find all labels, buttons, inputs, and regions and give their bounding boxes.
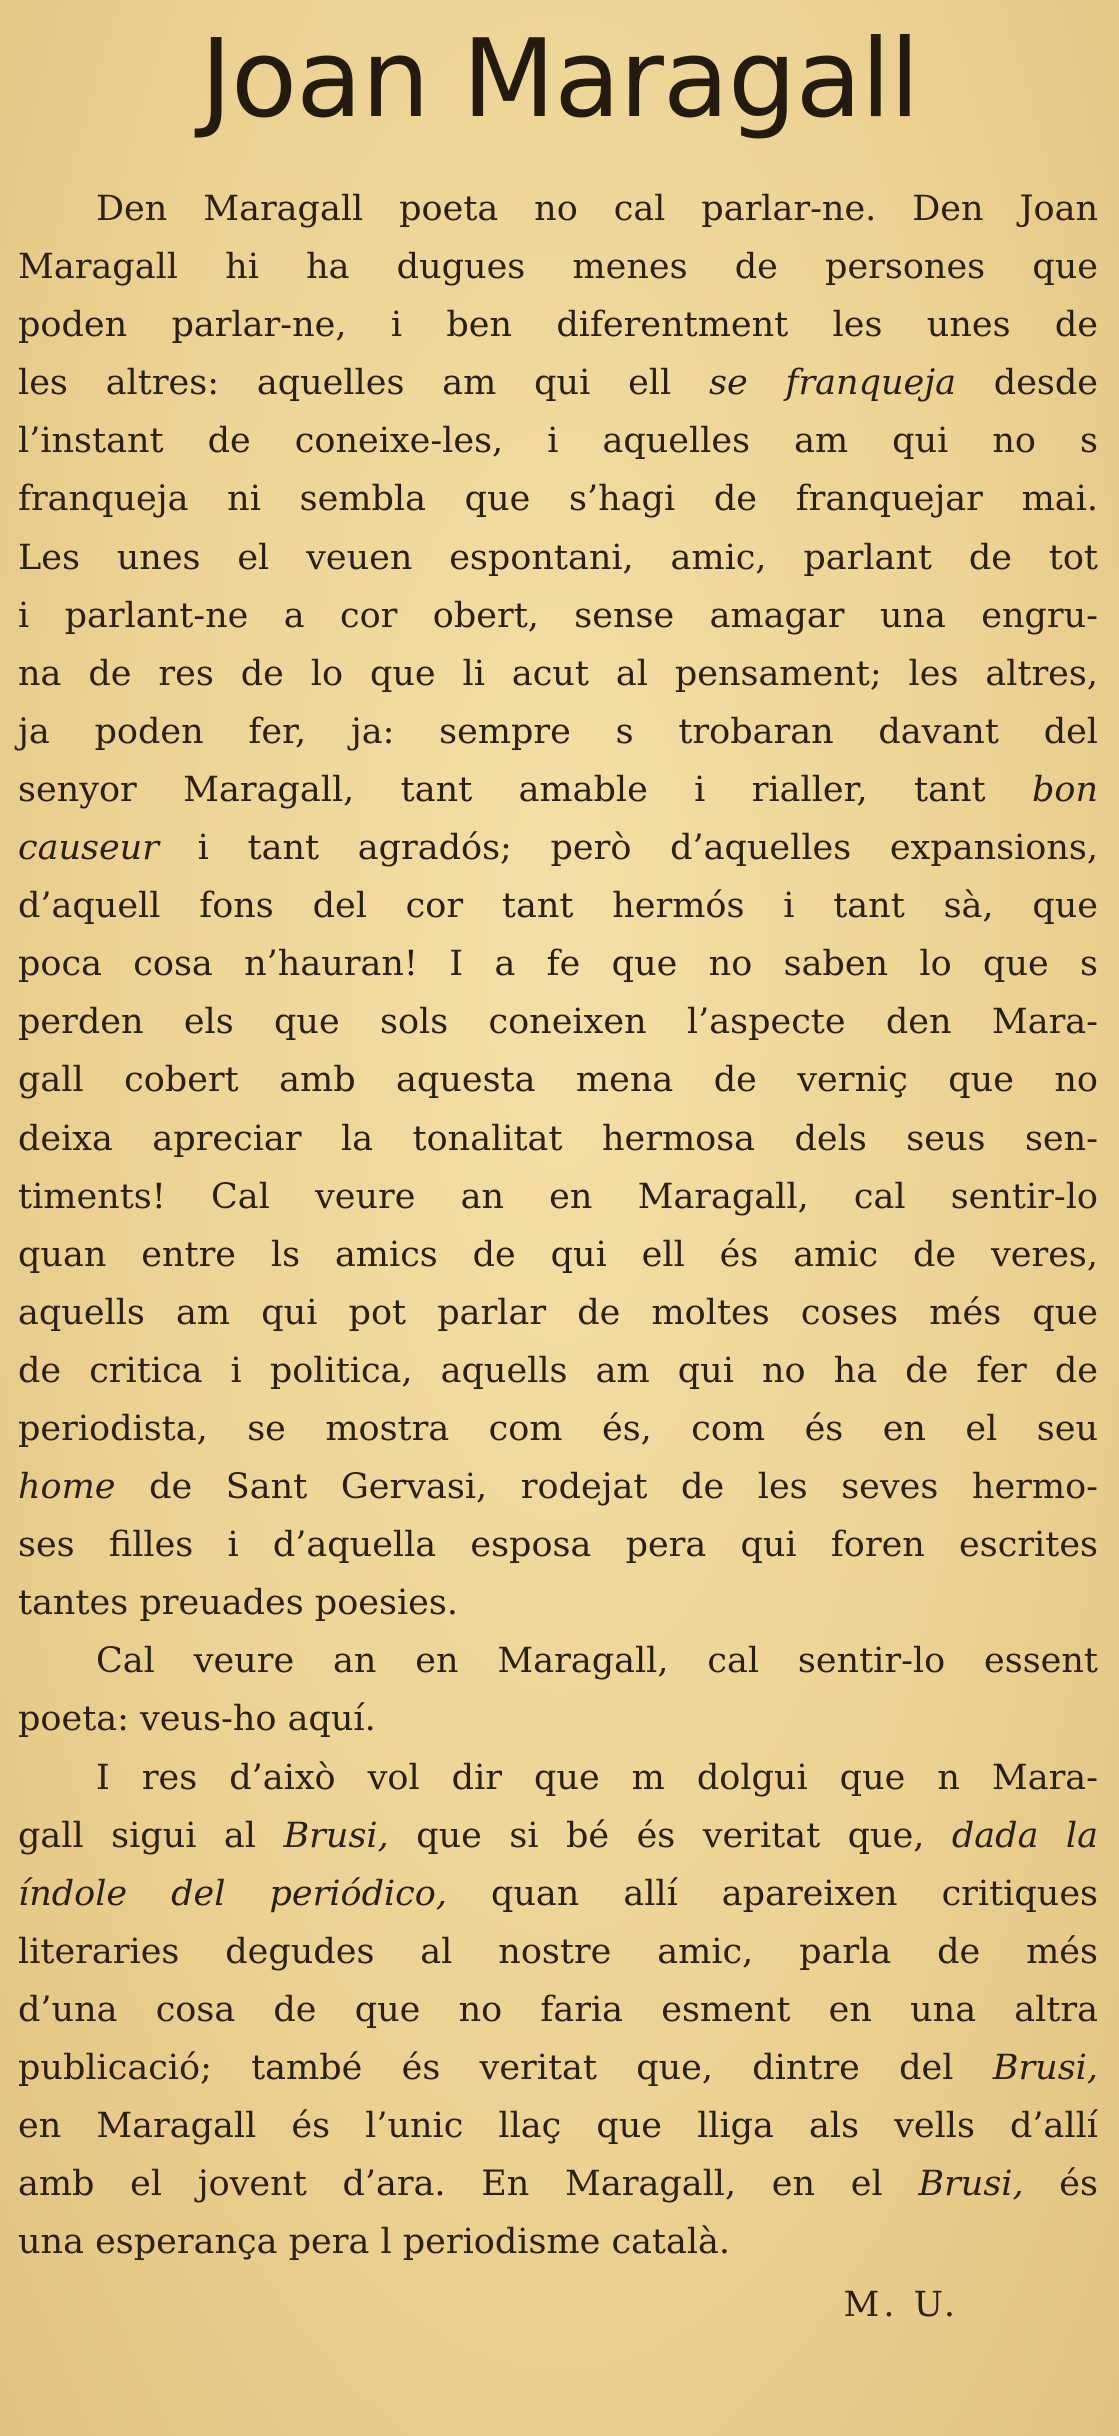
text-line: literaries degudes al nostre amic, parla de més [18,1931,1098,1972]
paragraph-1 [18,180,1098,1632]
text-line: Cal veure an en Maragall, cal sentir-lo essent [96,1641,1098,1682]
italic-phrase: índole del periódico, [18,1873,447,1914]
text-line: ses filles i d’aquella esposa pera qui foren escrites [18,1525,1098,1566]
italic-phrase: bon [1031,769,1098,810]
text-line: índole del periódico, quan allí apareixen critiques [18,1873,1098,1914]
text-line: quan entre ls amics de qui ell és amic de veres, [18,1234,1098,1275]
text-line: una esperança pera l periodisme català. [18,2222,731,2263]
text-line: perden els que sols coneixen l’aspecte den Mara- [18,1002,1098,1043]
text-line: d’aquell fons del cor tant hermós i tant sà, que [18,886,1098,927]
text-line: causeur i tant agradós; però d’aquelles expansions, [18,828,1098,869]
text-line: poca cosa n’hauran! I a fe que no saben lo que s [18,944,1098,985]
text-line: de critica i politica, aquells am qui no ha de fer de [18,1350,1098,1391]
paragraph-2 [18,1632,1098,1748]
italic-phrase: home [18,1467,116,1508]
text-line: gall sigui al Brusi, que si bé és veritat que, dada la [18,1815,1098,1856]
text-line: home de Sant Gervasi, rodejat de les seves hermo- [18,1467,1098,1508]
italic-phrase: Brusi, [992,2048,1098,2088]
italic-phrase: Brusi, [918,2164,1024,2205]
italic-phrase: se franqueja [709,363,956,404]
text-line: Les unes el veuen espontani, amic, parlant de tot [18,537,1098,578]
text-line: timents! Cal veure an en Maragall, cal sentir-lo [18,1176,1098,1217]
text-line: na de res de lo que li acut al pensament; les altres, [18,653,1098,694]
italic-phrase: Brusi, [283,1815,389,1856]
text-line: deixa apreciar la tonalitat hermosa dels seus sen- [18,1118,1098,1159]
article-body [18,180,1098,2271]
text-line: senyor Maragall, tant amable i rialler, tant bon [18,769,1098,810]
text-line: I res d’això vol dir que m dolgui que n Mara- [96,1757,1098,1798]
text-line: l’instant de coneixe-les, i aquelles am qui no s [18,421,1098,462]
text-line: tantes preuades poesies. [18,1583,458,1624]
text-line: poeta: veus-ho aquí. [18,1699,376,1740]
text-line: poden parlar-ne, i ben diferentment les unes de [18,305,1098,346]
article-title: Joan Maragall [200,17,919,142]
text-line: d’una cosa de que no faria esment en una altra [18,1989,1098,2030]
italic-phrase: dada la [951,1815,1098,1856]
text-line: publicació; també és veritat que, dintre del Brusi, [18,2048,1098,2088]
author-signature: M. U. [843,2285,959,2325]
text-line: Den Maragall poeta no cal parlar-ne. Den Joan [96,189,1098,229]
text-line: en Maragall és l’unic llaç que lliga als vells d’allí [18,2106,1098,2147]
text-line: franqueja ni sembla que s’hagi de franquejar mai. [18,479,1098,520]
text-line: amb el jovent d’ara. En Maragall, en el Brusi, és [18,2164,1098,2205]
text-line: gall cobert amb aquesta mena de verniç que no [18,1060,1098,1101]
text-line: ja poden fer, ja: sempre s trobaran davant del [18,711,1098,752]
paragraph-3 [18,1749,1098,2272]
text-line: Maragall hi ha dugues menes de persones que [18,247,1098,288]
italic-phrase: causeur [18,828,159,869]
text-line: aquells am qui pot parlar de moltes coses més que [18,1292,1098,1333]
text-line: les altres: aquelles am qui ell se franqueja desde [18,363,1098,404]
text-line: i parlant-ne a cor obert, sense amagar una engru- [18,595,1098,636]
text-line: periodista, se mostra com és, com és en el seu [18,1408,1098,1449]
